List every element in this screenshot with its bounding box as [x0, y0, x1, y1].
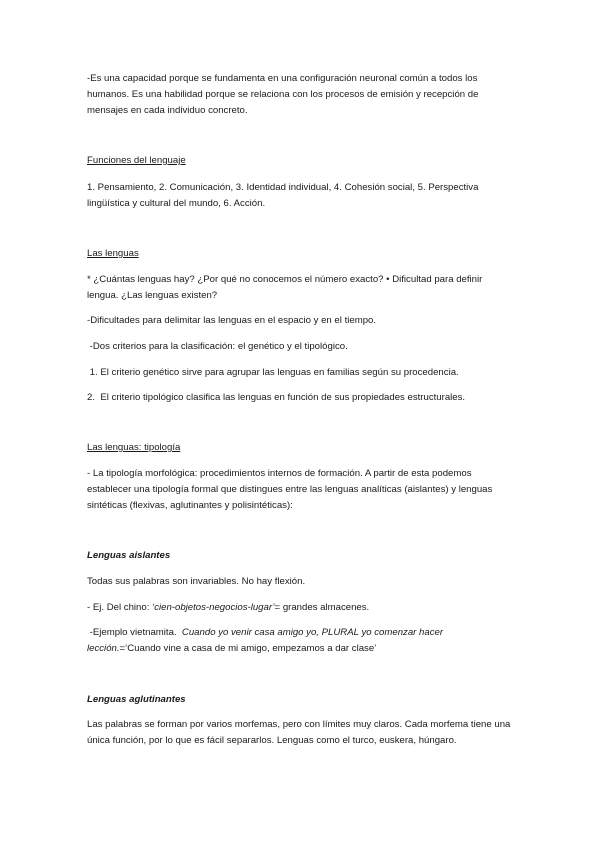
- example-suffix: =‘Cuando vine a casa de mi amigo, empezamos a dar clase’: [119, 643, 377, 654]
- lenguas-paragraph-5: 2. El criterio tipológico clasifica las lenguas en función de sus propiedades estructurales.: [87, 392, 466, 403]
- aislantes-example-vietnamita: [87, 625, 515, 657]
- lenguas-paragraph-2: -Dificultades para delimitar las lenguas en el espacio y en el tiempo.: [87, 315, 377, 326]
- aislantes-paragraph-1: Todas sus palabras son invariables. No hay flexión.: [87, 576, 306, 587]
- tipologia-heading: Las lenguas: tipología: [87, 442, 181, 453]
- aglutinantes-heading: Lenguas aglutinantes: [87, 694, 186, 705]
- example-prefix: - Ej. Del chino:: [87, 602, 153, 613]
- funciones-paragraph: 1. Pensamiento, 2. Comunicación, 3. Identidad individual, 4. Cohesión social, 5. Perspectiva lingüística y cultural del mundo, 6. Acción.: [87, 182, 479, 209]
- funciones-heading: Funciones del lenguaje: [87, 155, 186, 166]
- lenguas-heading: Las lenguas: [87, 248, 139, 259]
- intro-paragraph: -Es una capacidad porque se fundamenta en una configuración neuronal común a todos los humanos. Es una habilidad porque se relaciona con los procesos de emisión y recepción de mensajes en cada individuo concreto.: [87, 73, 479, 116]
- tipologia-paragraph: - La tipología morfológica: procedimientos internos de formación. A partir de esta podemos establecer una tipología formal que distingues entre las lenguas analíticas (aislantes) y lenguas sintéticas (flexivas, aglutinantes y polisintéticas):: [87, 468, 493, 511]
- example-prefix: -Ejemplo vietnamita.: [87, 627, 182, 638]
- lenguas-paragraph-1: * ¿Cuántas lenguas hay? ¿Por qué no conocemos el número exacto? • Dificultad para definir lengua. ¿Las lenguas existen?: [87, 274, 483, 301]
- example-suffix: = grandes almacenes.: [274, 602, 370, 613]
- example-italic: Cuando yo venir casa amigo yo, PLURAL yo comenzar hacer lección.: [87, 627, 444, 654]
- aglutinantes-paragraph: Las palabras se forman por varios morfemas, pero con límites muy claros. Cada morfema tiene una única función, por lo que es fácil separarlos. Lenguas como el turco, euskera, húngaro.: [87, 719, 511, 746]
- example-italic: ‘cien-objetos-negocios-lugar’: [152, 602, 275, 613]
- lenguas-paragraph-3: -Dos criterios para la clasificación: el genético y el tipológico.: [87, 341, 348, 352]
- lenguas-paragraph-4: 1. El criterio genético sirve para agrupar las lenguas en familias según su procedencia.: [87, 367, 459, 378]
- aislantes-example-chino: [87, 600, 515, 616]
- aislantes-heading: Lenguas aislantes: [87, 550, 171, 561]
